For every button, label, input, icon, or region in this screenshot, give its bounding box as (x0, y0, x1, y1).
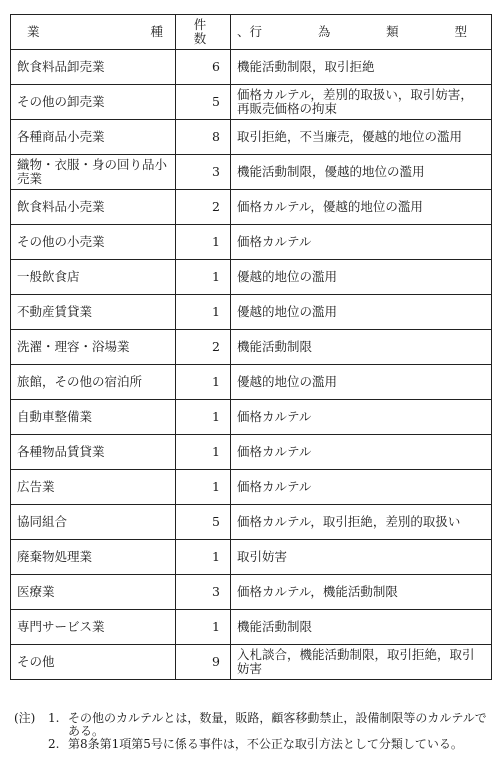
header-act-char-1: 、行 (237, 24, 263, 39)
industry-cell: 不動産賃貸業 (11, 295, 176, 330)
header-act-char-4: 型 (454, 24, 467, 39)
table-row (11, 575, 492, 610)
acts-cell: 取引拒絶，不当廉売，優越的地位の濫用 (231, 120, 492, 155)
acts-cell: 機能活動制限，優越的地位の濫用 (231, 155, 492, 190)
table-row (11, 50, 492, 85)
table-row (11, 330, 492, 365)
industry-cell: 広告業 (11, 470, 176, 505)
industry-cell: 洗濯・理容・浴場業 (11, 330, 176, 365)
count-cell: 6 (176, 50, 231, 85)
count-cell: 1 (176, 470, 231, 505)
header-industry-char-1: 業 (27, 24, 40, 39)
acts-cell: 取引妨害 (231, 540, 492, 575)
count-cell: 2 (176, 190, 231, 225)
acts-cell: 価格カルテル (231, 435, 492, 470)
header-act-type (231, 15, 492, 50)
count-cell: 1 (176, 610, 231, 645)
table-row (11, 505, 492, 540)
acts-cell: 価格カルテル (231, 225, 492, 260)
table-row (11, 470, 492, 505)
count-cell: 1 (176, 400, 231, 435)
header-industry (11, 15, 176, 50)
industry-cell: その他 (11, 645, 176, 680)
industry-cell: 廃棄物処理業 (11, 540, 176, 575)
acts-cell: 優越的地位の濫用 (231, 365, 492, 400)
acts-cell: 機能活動制限 (231, 610, 492, 645)
table-row (11, 645, 492, 680)
industry-cell: 専門サービス業 (11, 610, 176, 645)
table-row (11, 610, 492, 645)
table-row (11, 260, 492, 295)
table-header-row (11, 15, 492, 50)
count-cell: 8 (176, 120, 231, 155)
table-row (11, 400, 492, 435)
table-row (11, 155, 492, 190)
acts-cell: 価格カルテル，優越的地位の濫用 (231, 190, 492, 225)
table-row (11, 120, 492, 155)
footnote-number: 2. (48, 737, 60, 751)
table-body (11, 50, 492, 680)
industry-cell: 各種商品小売業 (11, 120, 176, 155)
acts-cell: 価格カルテル (231, 470, 492, 505)
count-cell: 5 (176, 505, 231, 540)
footnote-text: その他のカルテルとは，数量，販路，顧客移動禁止，設備制限等のカルテルである。 (68, 711, 487, 738)
table-row (11, 365, 492, 400)
count-cell: 1 (176, 295, 231, 330)
industry-cell: その他の小売業 (11, 225, 176, 260)
acts-cell: 価格カルテル (231, 400, 492, 435)
industry-cell: 一般飲食店 (11, 260, 176, 295)
acts-cell: 価格カルテル，差別的取扱い，取引妨害，再販売価格の拘束 (231, 85, 492, 120)
acts-cell: 機能活動制限 (231, 330, 492, 365)
industry-table (10, 14, 492, 680)
footnote-lead: (注) (14, 711, 36, 725)
header-act-char-2: 為 (317, 24, 331, 39)
count-cell: 9 (176, 645, 231, 680)
industry-cell: 医療業 (11, 575, 176, 610)
industry-cell: 各種物品賃貸業 (11, 435, 176, 470)
footnote-2 (14, 738, 494, 751)
industry-cell: 協同組合 (11, 505, 176, 540)
industry-cell: 飲食料品卸売業 (11, 50, 176, 85)
count-cell: 1 (176, 435, 231, 470)
industry-cell: 織物・衣服・身の回り品小売業 (11, 155, 176, 190)
table-row (11, 295, 492, 330)
footnote-number: 1. (48, 711, 60, 725)
table-row (11, 225, 492, 260)
industry-cell: 自動車整備業 (11, 400, 176, 435)
count-cell: 1 (176, 540, 231, 575)
industry-cell: その他の卸売業 (11, 85, 176, 120)
count-cell: 1 (176, 365, 231, 400)
table-row (11, 435, 492, 470)
footnote-lead-spacer (14, 738, 48, 751)
acts-cell: 機能活動制限，取引拒絶 (231, 50, 492, 85)
header-count: 件数 (176, 15, 231, 50)
industry-cell: 飲食料品小売業 (11, 190, 176, 225)
acts-cell: 価格カルテル，取引拒絶，差別的取扱い (231, 505, 492, 540)
acts-cell: 優越的地位の濫用 (231, 295, 492, 330)
acts-cell: 入札談合，機能活動制限，取引拒絶，取引妨害 (231, 645, 492, 680)
footnote-text: 第8条第1項第5号に係る事件は，不公正な取引方法として分類している。 (68, 737, 463, 751)
count-cell: 1 (176, 260, 231, 295)
table-row (11, 540, 492, 575)
acts-cell: 価格カルテル，機能活動制限 (231, 575, 492, 610)
count-cell: 3 (176, 155, 231, 190)
table-row (11, 85, 492, 120)
header-act-char-3: 類 (386, 24, 399, 39)
count-cell: 3 (176, 575, 231, 610)
count-cell: 1 (176, 225, 231, 260)
footnotes (14, 712, 494, 751)
table-row (11, 190, 492, 225)
count-cell: 2 (176, 330, 231, 365)
header-industry-char-2: 種 (150, 24, 163, 39)
acts-cell: 優越的地位の濫用 (231, 260, 492, 295)
count-cell: 5 (176, 85, 231, 120)
industry-cell: 旅館，その他の宿泊所 (11, 365, 176, 400)
footnote-1 (14, 712, 494, 738)
